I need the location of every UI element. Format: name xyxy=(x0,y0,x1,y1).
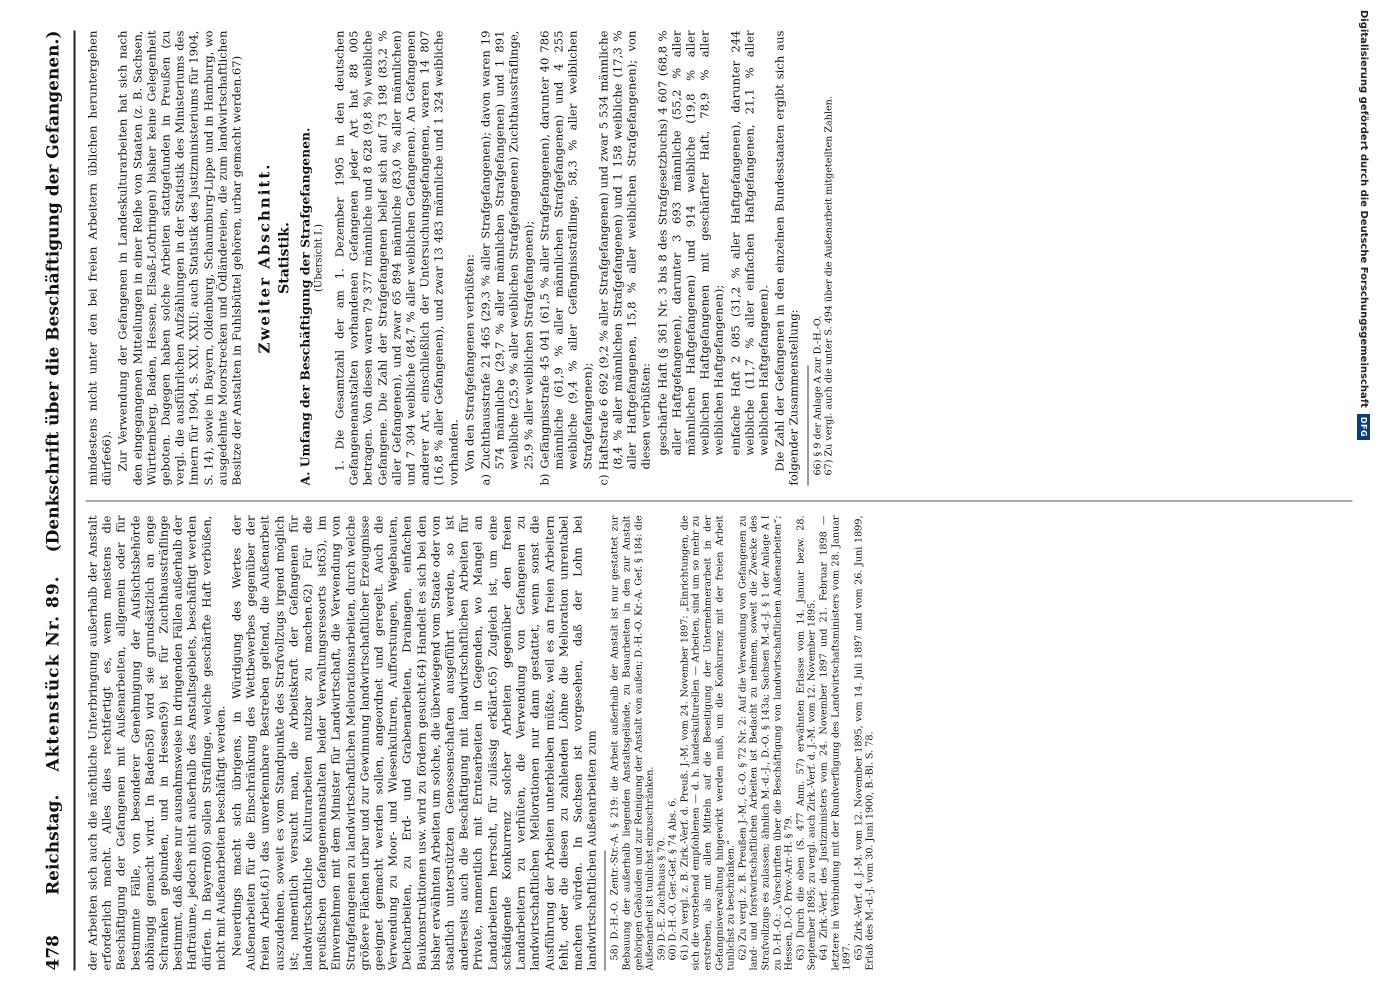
footnote: 64) Zirk.-Verf. des Justizministers vom 24. November 1897 und 21. Februar 1898 — letztere in Verbindung mit der Rundverfügung des Landwirtschaftsministers vom 28. Januar 1897. xyxy=(818,515,853,971)
left-paragraph: Neuerdings macht sich übrigens, in Würdigung des Wertes der Außenarbeiten für die Einschränkung des Wettbewerbes gegenüber der freien Arbeit,61) das unverkennbare Bestreben geltend, die Außenarbeit auszudehnen, soweit es vom Standpunkte des Strafvollzugs irgend möglich ist; namentlich versucht man, die Arbeitskraft der Gefangenen für landwirtschaftliche Kulturarbeiten nutzbar zu machen.62) Für die preußischen Gefangenenanstalten beider Verwaltungsressorts ist63), im Einvernehmen mit dem Minister für Landwirtschaft, die Verwendung von Strafgefangenen zu landwirtschaftlichen Meliorationsarbeiten, durch welche größere Flächen urbar und zur Gewinnung landwirtschaftlicher Erzeugnisse geeignet gemacht werden sollen, angeordnet und geregelt. Auch die Verwendung zu Moor- und Wiesenkulturen, Aufforstungen, Wegebauten, Deicharbeiten, zu Erd- und Grabenarbeiten, Drainagen, einfachen Baukonstruktionen usw. wird zu fördern gesucht.64) Handelt es sich bei den bisher erwähnten Arbeiten um solche, die überwiegend vom Staate oder von staatlich unterstützten Genossenschaften ausgeführt werden, so ist anderseits auch die Beschäftigung mit landwirtschaftlichen Arbeiten für Private, namentlich mit Erntearbeiten in Gegenden, wo Mangel an Landarbeitern herrscht, für zulässig erklärt.65) Zugleich ist, um eine schädigende Konkurrenz solcher Arbeiten gegenüber den freien Landarbeitern zu verhüten, die Verwendung von Gefangenen zu landwirtschaftlichen Meliorationen nur dann gestattet, wenn sonst die Ausführung der Arbeiten unterbleiben müßte, weil es an freien Arbeitern fehlt, oder die diesen zu zahlenden Löhne die Melioration unrentabel machen würden. In Sachsen ist vorgesehen, daß der Lohn bei landwirtschaftlichen Außenarbeiten zum xyxy=(229,515,599,971)
page-header xyxy=(42,31,66,971)
column-divider xyxy=(86,501,1353,502)
header-left-title: Reichstag. xyxy=(43,794,64,895)
right-paragraph: mindestens nicht unter den bei freien Arbeitern üblichen heruntergehen dürfe66). xyxy=(85,30,114,486)
closing-paragraph: Die Zahl der Gefangenen in den einzelnen Bundesstaaten ergibt sich aus folgender Zusammenstellung: xyxy=(772,30,801,486)
footnote: 65) Zirk.-Verf. d. J.-M. vom 12. November 1895, vom 14. Juli 1897 und vom 26. Juni 1899, Erlaß des M.-d.-J. vom 30. Juni 1900, B.-Bl. S. 78. xyxy=(853,515,876,971)
right-column xyxy=(86,31,1353,486)
sub-list-item: geschärfte Haft (§ 361 Nr. 3 bis 8 des Strafgesetzbuchs) 4 607 (68,8 % aller Haftgefangenen), darunter 3 693 männliche (55,2 % aller männlichen Haftgefangenen) und 914 weibliche (19,8 % aller weiblichen Haftgefangenen mit geschärfter Haft, 78,9 % aller weiblichen Haftgefangenen); xyxy=(655,30,726,456)
dfg-logo: DFG xyxy=(1358,414,1371,440)
right-paragraph: Zur Verwendung der Gefangenen in Landeskulturarbeiten hat sich nach den eingegangenen Mitteilungen in einer Reihe von Staaten (z. B. Sachsen, Württemberg, Baden, Hessen, Elsaß-Lothringen) bisher keine Gelegenheit geboten. Dagegen haben solche Arbeiten stattgefunden in Preußen (zu vergl. die ausführlichen Aufzählungen in der Statistik des Ministeriums des Innern für 1904, S. XXI, XXII; auch Statistik des Justizministeriums für 1904, S. 14), sowie in Bayern, Oldenburg, Schaumburg-Lippe und in Hamburg, wo ausgedehnte Moorstrecken und Ödländereien, die zum landwirtschaftlichen Besitze der Anstalten in Fuhlsbüttel gehören, urbar gemacht werden.67) xyxy=(115,30,244,486)
section-title: Zweiter Abschnitt. xyxy=(255,162,274,354)
statistics-paragraph: 1. Die Gesamtzahl der am 1. Dezember 1905 in den deutschen Gefangenenanstalten vorhandenen Gefangenen jeder Art hat 88 005 betragen. Von diesen waren 79 377 männliche und 8 628 (9,8 %) weibliche Gefangene. Die Zahl der Strafgefangenen belief sich auf 73 198 (83,2 % aller Gefangenen), und zwar 65 894 männliche (83,0 % aller männlichen) und 7 304 weibliche (84,7 % aller weiblichen Gefangenen). An Gefangenen anderer Art, einschließlich der Untersuchungsgefangenen, waren 14 807 (16,8 % aller Gefangenen), und zwar 13 483 männliche und 1 324 weibliche vorhanden. xyxy=(332,30,461,486)
list-item: c) Haftstrafe 6 692 (9,2 % aller Strafgefangenen) und zwar 5 534 männliche (8,4 % aller männlichen Strafgefangenen) und 1 158 weibliche (17,3 % aller Haftgefangenen, 15,8 % aller weiblichen Strafgefangenen); von diesen verbüßten: xyxy=(596,30,653,486)
footnote: 66) § 9 der Anlage A zur D.-H.-O. xyxy=(812,315,824,476)
header-right-title: (Denkschrift über die Beschäftigung der Gefangenen.) xyxy=(43,30,64,553)
section-subtitle: Statistik. xyxy=(276,222,293,294)
header-rule xyxy=(74,31,76,971)
footnote: 62) Zu vergl. z. B. Preußen J.-M., G.-O. § 72 Nr. 2: Auf die Verwendung von Gefangenen zu land- und forstwirtschaftlichen Arbeiten ist Bedacht zu nehmen, soweit die Zwecke des Strafvollzugs es zulassen; ähnlich M.-d.-J., D.-O. § 143a; Sachsen M.-d.-J. § 1 der Anlage A I zu D.-H.-O.: „Vorschriften über die Beschäftigung von landwirtschaftlichen Außenarbeiten“; Hessen, D.-O. Prov.-Arr.-H. § 79. xyxy=(737,515,795,971)
footnote: 61) Zu vergl. z. B. Zirk.-Verf. d. Preuß. J.-M. vom 24. November 1897: „Einrichtungen, die sich die vorstehend empfohlenen — d. h. landeskulturellen — Arbeiten, sind um so mehr zu erstreben, als mit allen Mitteln auf die Beseitigung der Unternehmerarbeit in der Gefangnisverwaltung hingewirkt werden muß, um die Konkurrenz mit der freien Arbeit tunlichst zu beschränken.“ xyxy=(679,515,737,971)
footnote: 63) Durch die oben (S. 477 Anm. 57) erwähnten Erlasse vom 14. Januar bezw. 28. September 1895; zu vergl. auch Zirk.-Verf. d. J.-M. vom 12. November 1895. xyxy=(795,515,818,971)
credit-text: Digitalisierung gefördert durch die Deutsche Forschungsgemeinschaft xyxy=(1358,10,1370,408)
section-reference: (Übersicht I.) xyxy=(313,223,325,293)
left-column xyxy=(86,516,1353,971)
digitization-credit xyxy=(1353,10,1375,990)
list-intro: Von den Strafgefangenen verbüßten: xyxy=(462,254,477,472)
footnote: 59) D.-E. Zuchthaus § 70. xyxy=(656,837,668,961)
footnote: 60) D.-H.-O. Ger.-Gef. § 74 Abs. 6. xyxy=(667,797,679,961)
left-paragraph: der Arbeiten sich auch die nächtliche Unterbringung außerhalb der Anstalt erforderlich macht. Alles dies rechtfertigt es, wenn meistens die Beschäftigung der Gefangenen mit Außenarbeiten, allgemein oder für bestimmte Fälle, von besonderer Genehmigung der Aufsichtsbehörde abhängig gemacht wird. In Baden58) wird sie grundsätzlich an enge Schranken gebunden, und in Hessen59) ist für Zuchthaussträflinge bestimmt, daß diese nur ausnahmsweise in dringenden Fällen außerhalb der Hafträume, jedoch nicht außerhalb des Anstaltsgebiets, beschäftigt werden dürfen. In Bayern60) sollen Sträflinge, welche geschärfte Haft verbüßen, nicht mit Außenarbeiten beschäftigt werden. xyxy=(85,515,228,971)
footnote-rule xyxy=(605,851,606,971)
document-page xyxy=(0,1,1383,1001)
list-item: b) Gefängnisstrafe 45 041 (61,5 % aller Strafgefangenen), darunter 40 786 männliche (61,9 % aller männlichen Strafgefangenen) und 4 255 weibliche (9,4 % aller Gefängnissträflinge, 58,3 % aller weiblichen Strafgefangenen); xyxy=(537,30,594,486)
footnote: 58) D.-H.-O. Zentr.-Str.-A. § 219: die Arbeit außerhalb der Anstalt ist nur gestattet zur Bebauung der außerhalb liegenden Anstaltsgelände, zu Bauarbeiten in den zur Anstalt gehörigen Gebäuden und zur Reinigung der Anstalt von außen; D.-H.-O. Kr.-A. Gef. § 184: die Außenarbeit ist tunlichst einzuschränken. xyxy=(609,515,656,971)
list-item: a) Zuchthausstrafe 21 465 (29,3 % aller Strafgefangenen); davon waren 19 574 männliche (29,7 % aller männlichen Strafgefangenen) und 1 891 weibliche (25,9 % aller weiblichen Strafgefangenen) Zuchthaussträflinge, 25,9 % aller weiblichen Strafgefangenen); xyxy=(478,30,536,486)
section-a-heading: A. Umfang der Beschäftigung der Strafgefangenen. xyxy=(297,127,313,486)
footnote-rule xyxy=(807,366,808,486)
page-number: 478 xyxy=(43,935,64,971)
sub-list-item: einfache Haft 2 085 (31,2 % aller Haftgefangenen), darunter 244 weibliche (11,7 % aller einfachen Haftgefangenen, 21,1 % aller weiblichen Haftgefangenen). xyxy=(728,30,771,456)
header-center-title: Aktenstück Nr. 89. xyxy=(43,575,64,772)
footnote: 67) Zu vergl. auch die unter S. 494 über die Außenarbeit mitgeteilten Zahlen. xyxy=(823,96,835,476)
